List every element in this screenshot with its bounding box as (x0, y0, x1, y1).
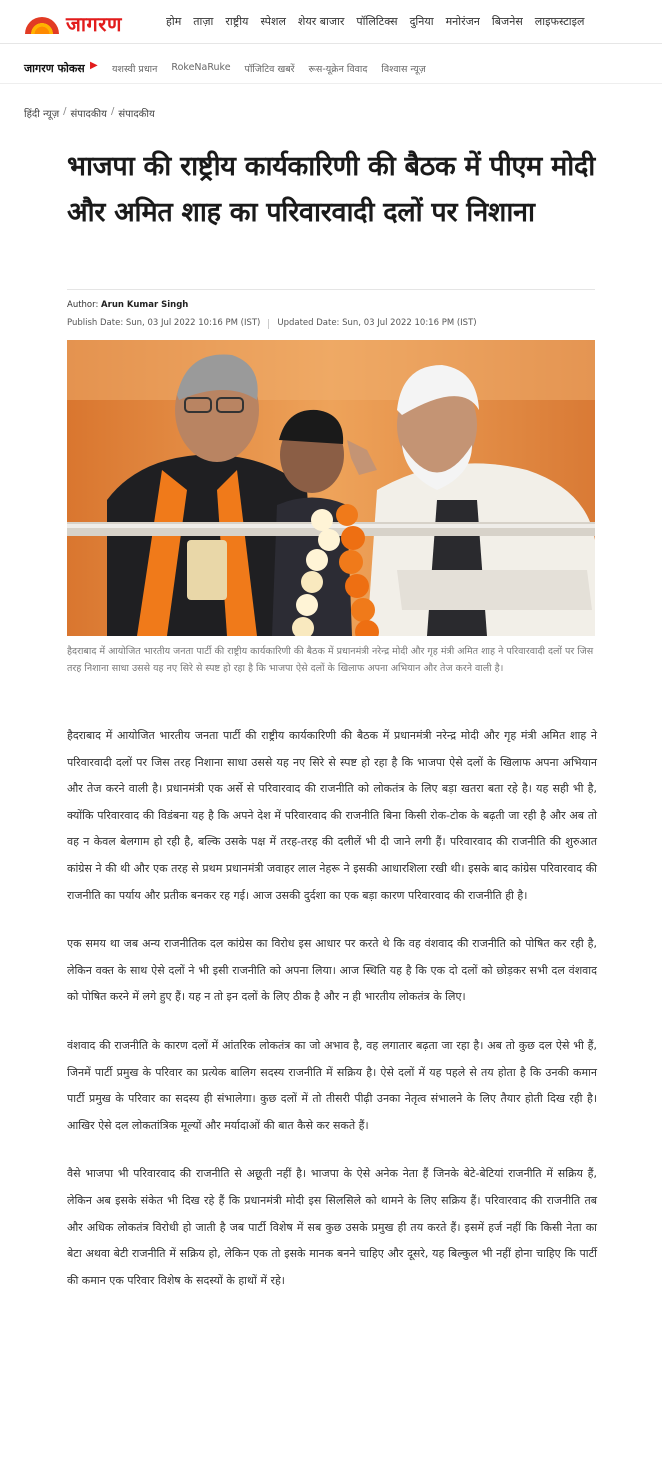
article-paragraph: वंशवाद की राजनीति के कारण दलों में आंतरिक लोकतंत्र का जो अभाव है, वह लगातार बढ़ता जा रहा है। अब तो कुछ दल ऐसे भी हैं, जिनमें पार्टी प्रमुख के परिवार का प्रत्येक बालिग सदस्य राजनीति में सक्रिय है। ऐसे दलों में यह पहले से तय होता है कि उनकी कमान पार्टी प्रमुख के परिवार का सदस्य ही संभालेगा। कुछ दलों में तो तीसरी पीढ़ी उनका नेतृत्व संभालने के लिए तैयार होती दिख रही है। आखिर ऐसे दल लोकतांत्रिक मूल्यों और मर्यादाओं की बात कैसे कर सकते हैं। (67, 1038, 597, 1132)
focus-link[interactable]: रूस-यूक्रेन विवाद (308, 64, 368, 75)
nav-item-latest[interactable]: ताज़ा (193, 15, 214, 28)
article-paragraph: हैदराबाद में आयोजित भारतीय जनता पार्टी की राष्ट्रीय कार्यकारिणी की बैठक में प्रधानमंत्री नरेन्द्र मोदी और गृह मंत्री अमित शाह ने परिवारवादी दलों पर जिस तरह निशाना साधा उससे यह नए सिरे से स्पष्ट हो रहा है कि भाजपा ऐसे दलों के खिलाफ अपना अभियान और तेज करने वाली है। प्रधानमंत्री एक अर्से से परिवारवाद की राजनीति को लोकतंत्र के लिए बड़ा खतरा बता रहे है। यह सही भी है, क्योंकि परिवारवाद की विडंबना यह है कि अपने देश में परिवारवाद की राजनीति बिना किसी रोक-टोक के बढ़ती जा रही है और अब तो वह न केवल बेलगाम हो रही है, बल्कि उसके पक्ष में तरह-तरह की दलीलें भी दी जाने लगी हैं। परिवारवाद की राजनीति की शुरुआत कांग्रेस ने की थी और एक तरह से प्रथम प्रधानमंत्री जवाहर लाल नेहरू ने इसकी आधारशिला रखी थी। इसके बाद कांग्रेस परिवारवाद की राजनीति का पर्याय और प्रतीक बनकर रह गई। आज उसकी दुर्दशा का एक बड़ा कारण परिवारवाद की राजनीति ही है। (67, 729, 597, 902)
divider (67, 289, 595, 290)
photo-caption: हैदराबाद में आयोजित भारतीय जनता पार्टी की राष्ट्रीय कार्यकारिणी की बैठक में प्रधानमंत्री नरेन्द्र मोदी और गृह मंत्री अमित शाह ने परिवारवादी दलों पर जिस तरह निशाना साधा उससे यह नए सिरे से स्पष्ट हो रहा है कि भाजपा ऐसे दलों के खिलाफ अपना अभियान और तेज करने वाली है। (67, 646, 594, 674)
photo-illustration (67, 340, 595, 636)
breadcrumb-separator: / (110, 106, 115, 117)
nav-item-special[interactable]: स्पेशल (260, 15, 286, 28)
nav-menu (166, 14, 585, 29)
article-photo (67, 340, 595, 636)
breadcrumb-item[interactable]: हिंदी न्यूज़ (24, 109, 60, 120)
logo-text: जागरण (66, 12, 122, 36)
author-label: Author: (67, 300, 99, 310)
breadcrumb-separator: / (63, 106, 67, 117)
focus-bar (0, 50, 662, 84)
top-navigation (0, 0, 662, 44)
publish-date: Publish Date: Sun, 03 Jul 2022 10:16 PM (IST) (67, 318, 261, 328)
sun-logo-icon (24, 14, 62, 34)
breadcrumb-item[interactable]: संपादकीय (118, 109, 155, 120)
focus-link[interactable]: पॉजिटिव खबरें (244, 64, 295, 75)
nav-item-politics[interactable]: पॉलिटिक्स (356, 15, 398, 28)
nav-item-share-market[interactable]: शेयर बाजार (297, 15, 345, 28)
focus-links (112, 62, 426, 75)
article-paragraph: वैसे भाजपा भी परिवारवाद की राजनीति से अछूती नहीं है। भाजपा के ऐसे अनेक नेता हैं जिनके बेटे-बेटियां राजनीति में सक्रिय हैं, लेकिन अब इसके संकेत भी दिख रहे हैं कि प्रधानमंत्री मोदी इस सिलसिले को थामने के लिए सक्रिय हैं। परिवारवाद की राजनीति तब और अधिक लोकतंत्र विरोधी हो जाती है जब पार्टी विशेष में सब कुछ उसके प्रमुख ही तय करते हैं। इसमें हर्ज नहीं कि किसी नेता का बेटा अथवा बेटी राजनीति में सक्रिय हो, लेकिन एक तो इसके मानक बनने चाहिए और दूसरे, यह बिल्कुल भी नहीं होना चाहिए कि पार्टी की कमान एक परिवार विशेष के सदस्यों के हाथों में रहे। (67, 1167, 597, 1287)
nav-item-entertainment[interactable]: मनोरंजन (445, 15, 480, 28)
date-line (67, 318, 477, 329)
nav-item-home[interactable]: होम (166, 15, 182, 28)
focus-link[interactable]: यशस्वी प्रधान (112, 64, 158, 75)
focus-link[interactable]: विश्वास न्यूज़ (381, 64, 426, 75)
focus-title: जागरण फोकस (24, 62, 85, 75)
breadcrumb-item[interactable]: संपादकीय (70, 109, 107, 120)
nav-item-business[interactable]: बिजनेस (491, 15, 523, 28)
nav-item-national[interactable]: राष्ट्रीय (225, 15, 249, 28)
focus-link[interactable]: RokeNaRuke (171, 62, 231, 73)
nav-item-world[interactable]: दुनिया (409, 15, 434, 28)
date-separator (268, 319, 269, 329)
breadcrumb (24, 106, 155, 120)
article-paragraph: एक समय था जब अन्य राजनीतिक दल कांग्रेस का विरोध इस आधार पर करते थे कि वह वंशवाद की राजनीति को पोषित कर रही है, लेकिन वक्त के साथ ऐसे दलों ने भी इसी राजनीति को अपना लिया। आज स्थिति यह है कि एक दो दलों को छोड़कर सभी दल वंशवाद को पोषित करने में लगे हुए हैं। यह न तो इन दलों के लिए ठीक है और न ही भारतीय लोकतंत्र के लिए। (67, 937, 597, 1004)
site-logo[interactable] (24, 10, 122, 37)
author-line (67, 300, 188, 310)
updated-date: Updated Date: Sun, 03 Jul 2022 10:16 PM (IST) (277, 318, 477, 328)
play-arrow-icon: ▶ (90, 60, 98, 71)
article-body (67, 723, 597, 1316)
nav-item-lifestyle[interactable]: लाइफस्टाइल (534, 15, 585, 28)
article-headline: भाजपा की राष्ट्रीय कार्यकारिणी की बैठक में पीएम मोदी और अमित शाह का परिवारवादी दलों पर निशाना (67, 151, 595, 228)
author-name[interactable]: Arun Kumar Singh (101, 300, 189, 310)
